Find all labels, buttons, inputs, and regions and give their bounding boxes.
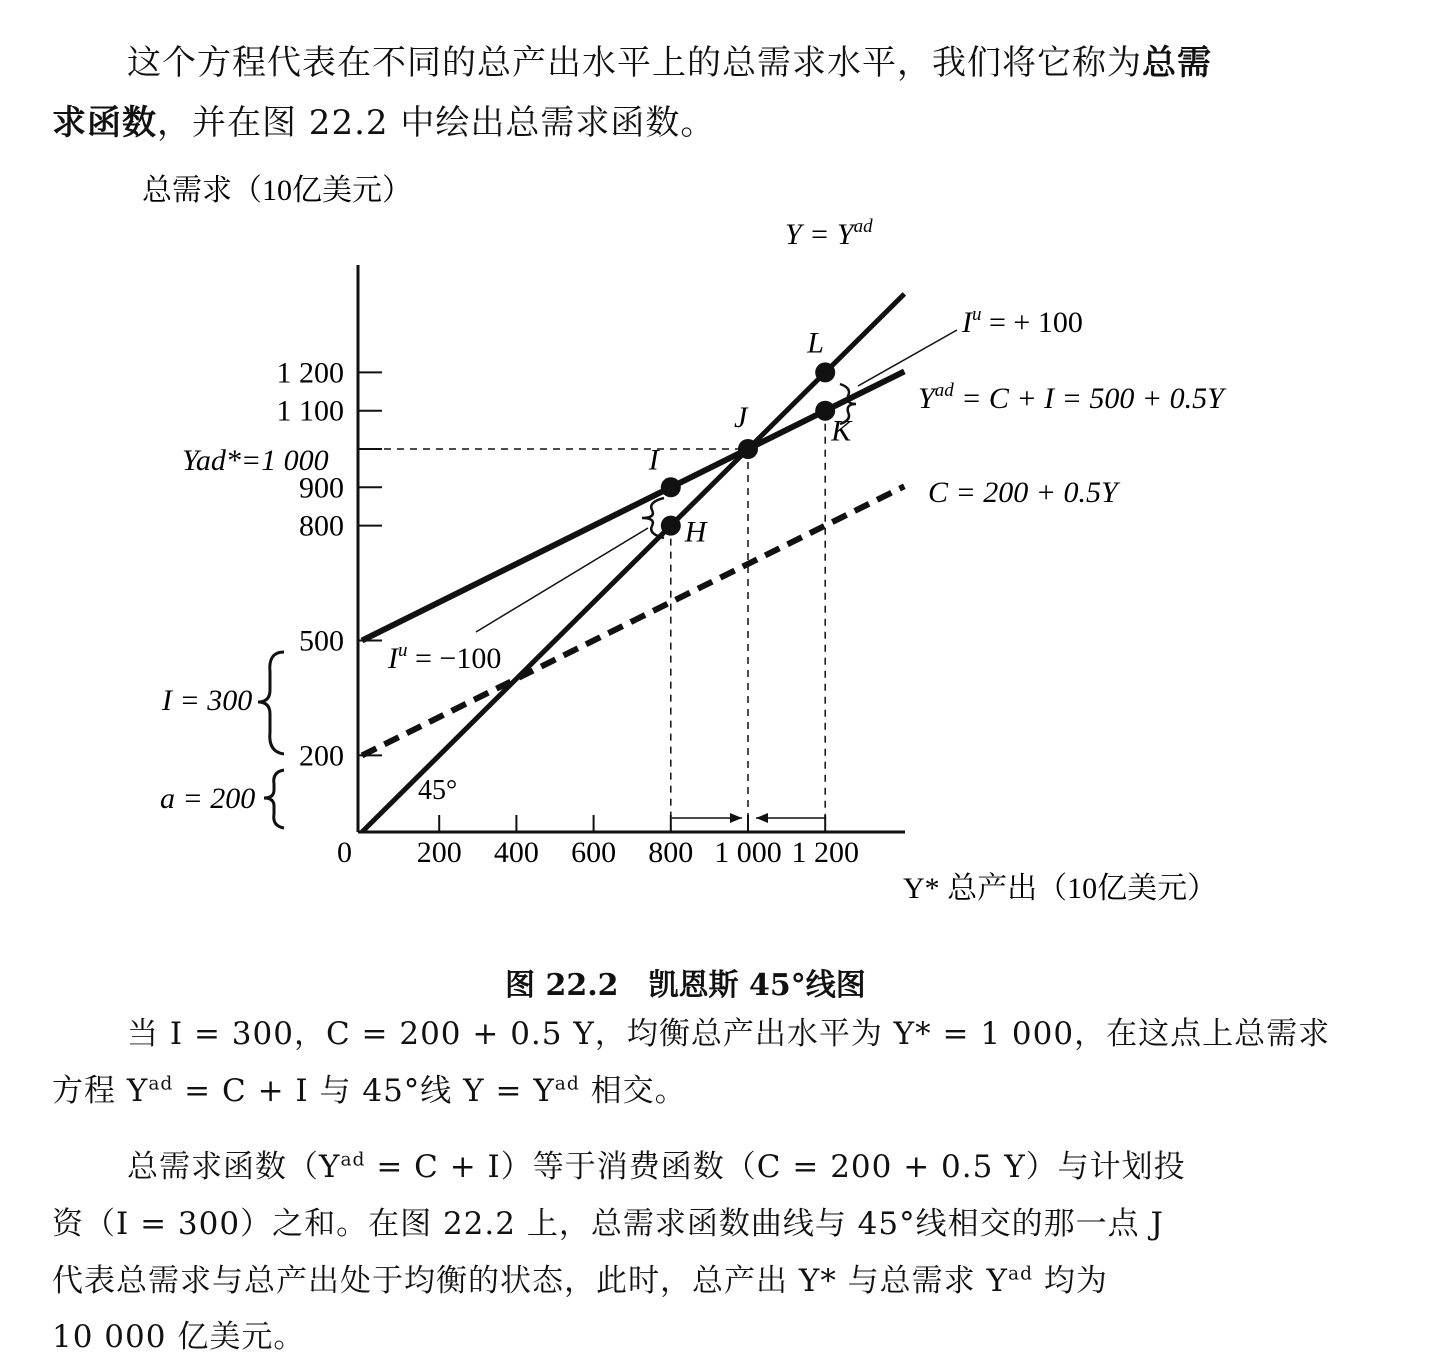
y-tick-label: 1 100	[276, 394, 344, 428]
x-tick-label: 600	[571, 836, 617, 869]
p2-sup-a: ad	[148, 1073, 174, 1095]
yad-line-label: $Y^{ad} = C + I = 500 + 0.5Y$	[918, 380, 1224, 415]
arrow-right-head	[730, 813, 742, 823]
p3-sup-a: ad	[340, 1149, 366, 1171]
paragraph-1-text-2: ，并在图 22.2 中绘出总需求函数。	[157, 103, 716, 143]
point-label-k: K	[831, 414, 852, 448]
paragraph-3-line-4: 10 000 亿美元。	[52, 1319, 306, 1355]
iu-neg-label: $I^u = -100$	[388, 640, 502, 675]
p3-sup-b: ad	[1008, 1263, 1033, 1285]
p3-text-c: 代表总需求与总产出处于均衡的状态，此时，总产出 Y* 与总需求 Y	[52, 1263, 1008, 1299]
x-axis-title: Y* 总产出（10亿美元）	[903, 872, 1218, 905]
x-tick-label: 200	[416, 836, 462, 869]
brace-investment	[258, 652, 284, 754]
investment-brace-label: I = 300	[162, 684, 253, 717]
x-tick-label: 400	[493, 836, 539, 869]
paragraph-1-text: 这个方程代表在不同的总产出水平上的总需求水平，我们将它称为	[127, 43, 1142, 83]
y-tick-label: 800	[299, 509, 344, 543]
paragraph-2-line-2	[52, 1074, 687, 1108]
brace-autonomous	[264, 770, 284, 828]
y-tick-label: 500	[299, 624, 344, 658]
paragraph-2-line-1: 当 I = 300，C = 200 + 0.5 Y，均衡总产出水平为 Y* = 1 000，在这点上总需求	[127, 1016, 1331, 1052]
origin-label: 0	[337, 836, 352, 869]
y-tick-label: 900	[299, 471, 344, 505]
yad-star-label: Yad*=1 000	[182, 444, 329, 477]
line-45-label: $Y = Y^{ad}$	[785, 216, 873, 251]
axis-ticks	[277, 356, 859, 869]
y-tick-label: 200	[299, 739, 344, 773]
iu-pos-pointer	[858, 330, 957, 386]
point-l	[815, 362, 835, 382]
point-label-h: H	[684, 515, 707, 549]
paragraph-3-line-3	[52, 1264, 1108, 1298]
consumption-line-label: C = 200 + 0.5Y	[928, 476, 1118, 509]
p3-text-d: 均为	[1033, 1263, 1108, 1299]
p3-text-b: = C + I）等于消费函数（C = 200 + 0.5 Y）与计划投	[365, 1149, 1186, 1185]
point-label-i: I	[648, 443, 659, 477]
p2-text-b: = C + I 与 45°线 Y = Y	[173, 1073, 555, 1109]
arrow-left-head	[756, 813, 768, 823]
x-tick-label: 800	[648, 836, 694, 869]
y-tick-label: 1 200	[276, 356, 344, 390]
paragraph-3-line-2: 资（I = 300）之和。在图 22.2 上，总需求函数曲线与 45°线相交的那一点 J	[52, 1206, 1164, 1242]
p3-text-a: 总需求函数（Y	[127, 1149, 341, 1185]
brace-iu-neg	[642, 498, 664, 538]
figure-caption: 图 22.2 凯恩斯 45°线图	[505, 968, 866, 1003]
x-tick-label: 1 200	[791, 836, 859, 869]
point-j	[738, 439, 758, 459]
point-i	[661, 477, 681, 497]
point-h	[661, 516, 681, 536]
term-aggregate-demand-2: 求函数	[52, 103, 157, 143]
paragraph-3-line-1	[127, 1150, 1186, 1184]
point-label-l: L	[807, 326, 824, 360]
iu-pos-label: $I^u$ = + 100	[962, 304, 1083, 339]
y-axis-title: 总需求（10亿美元）	[142, 174, 412, 207]
autonomous-brace-label: a = 200	[160, 782, 256, 815]
point-label-j: J	[734, 401, 748, 434]
angle-label: 45°	[418, 775, 458, 806]
consumption-line	[362, 486, 904, 755]
p2-text-c: 相交。	[579, 1073, 687, 1109]
p2-sup-b: ad	[554, 1073, 580, 1095]
p2-text-a: 方程 Y	[52, 1073, 149, 1109]
x-tick-label: 1 000	[714, 836, 782, 869]
term-aggregate-demand-1: 总需	[1142, 43, 1212, 83]
